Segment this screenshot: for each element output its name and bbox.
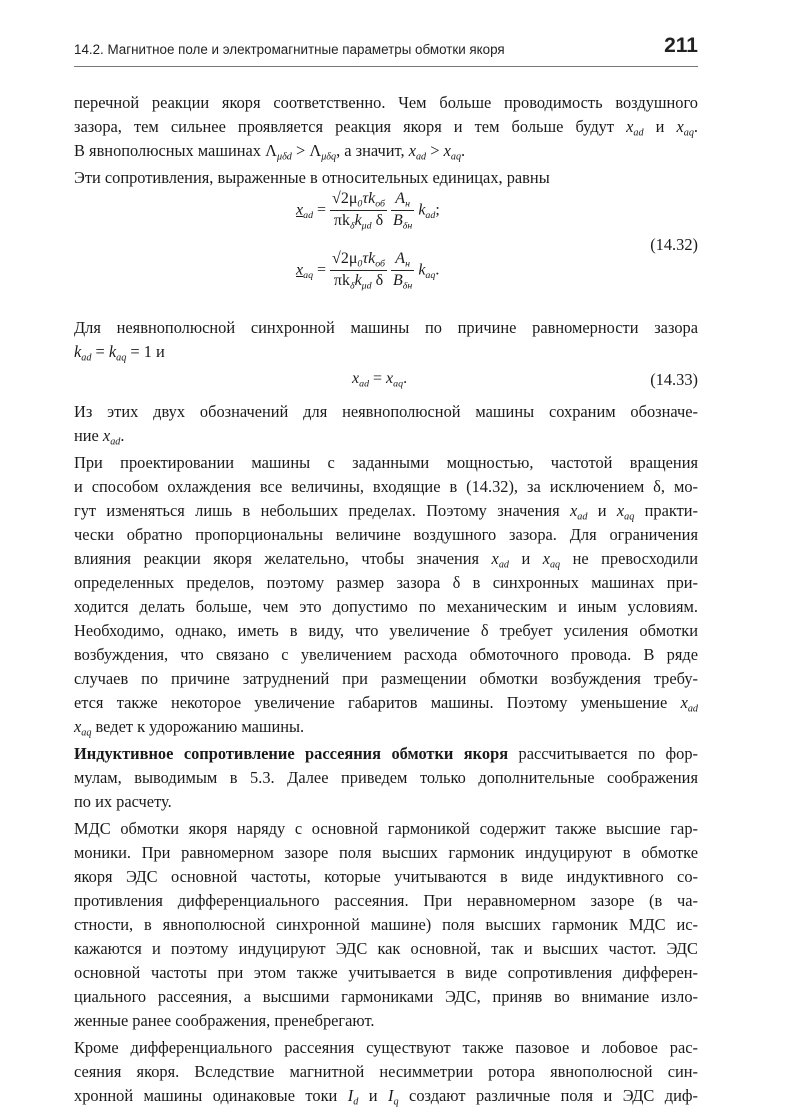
text-line: $x_{aq}$ ведет к удорожанию машины. (74, 717, 305, 739)
text-line: стности, в явнополюсной синхронной машине) поля высших гармоник МДС ис- (74, 915, 698, 934)
equation-xad-eq-xaq: $x_{ad} = x_{aq}$. (352, 370, 408, 390)
text-line: возбуждения, что связано с увеличением расхода обмоточного провода. В ряде (74, 645, 698, 664)
section-title: 14.2. Магнитное поле и электромагнитные параметры обмотки якоря (74, 42, 505, 57)
text-line: хронной машины одинаковые токи $I_d$ и $I_q$ создают различные поля и ЭДС диф- (74, 1086, 698, 1108)
page-number: 211 (664, 34, 698, 57)
text-line: ходится делать больше, чем это допустимо по механическим и иным условиям. (74, 597, 698, 616)
bold-term: Индуктивное сопротивление рассеяния обмотки якоря (74, 744, 509, 763)
fraction: $\frac{A_н}{B_{\delta н}}$ (393, 250, 413, 292)
text-line: Индуктивное сопротивление рассеяния обмотки якоря рассчитывается по фор- (74, 744, 698, 763)
text-line: по их расчету. (74, 792, 172, 811)
text-line: Кроме дифференциального рассеяния существуют также пазовое и лобовое рас- (74, 1038, 698, 1057)
text-line: влияния реакции якоря желательно, чтобы значения $x_{ad}$ и $x_{aq}$ не превосходили (74, 549, 699, 571)
text-line: ется также некоторое увеличение габаритов машины. Поэтому уменьшение $x_{ad}$ (74, 693, 698, 715)
text-line: чески обратно пропорциональны величине воздушного зазора. Для ограничения (74, 525, 698, 544)
text-line: МДС обмотки якоря наряду с основной гармоникой содержит также высшие гар- (74, 819, 698, 838)
text-line: ние $x_{ad}$. (74, 426, 125, 448)
text-line: зазора, тем сильнее проявляется реакция якоря и тем больше будут $x_{ad}$ и $x_{aq}$. (74, 117, 699, 139)
text-line: гут изменяться лишь в небольших пределах. Поэтому значения $x_{ad}$ и $x_{aq}$ практи- (74, 501, 699, 523)
text-line: кажаются и поэтому индуцируют ЭДС как основной, так и высших частот. ЭДС (74, 939, 698, 958)
text-line: якоря ЭДС основной частоты, которые учитываются в виде индуктивного со- (74, 867, 698, 886)
equation-number: (14.33) (650, 370, 698, 389)
equation-xaq: $x_{aq}$ = $\frac{√2\mu_0\tau k_{об}}{\pi k_\delta k_{\mu d} \delta}$ $\frac{A_н}{B_{\delta н}}$ $k_{aq}$. (296, 250, 440, 292)
text-line: При проектировании машины с заданными мощностью, частотой вращения (74, 453, 698, 472)
text-line: Эти сопротивления, выраженные в относительных единицах, равны (74, 168, 550, 187)
header-divider (74, 66, 698, 67)
equation-xad: $x_{ad}$ = $\frac{√2\mu_0\tau k_{об}}{\pi k_\delta k_{\mu d} \delta}$ $\frac{A_н}{B_{\delta н}}$ $k_{ad}$; (296, 190, 440, 232)
fraction: $\frac{A_н}{B_{\delta н}}$ (393, 190, 413, 232)
text-line: Необходимо, однако, иметь в виду, что увеличение δ требует усиления обмотки (74, 621, 698, 640)
text-line: Из этих двух обозначений для неявнополюсной машины сохраним обозначе- (74, 402, 698, 421)
text-line: В явнополюсных машинах $\Lambda_{\mu\delta d} > \Lambda_{\mu\delta q}$, а значит, $x_{ad} > x_{aq}$. (74, 141, 466, 163)
equation-number: (14.32) (650, 235, 698, 254)
fraction: $\frac{√2\mu_0\tau k_{об}}{\pi k_\delta k_{\mu d} \delta}$ (332, 190, 385, 232)
text-line: $k_{ad} = k_{aq} = 1$ и (74, 342, 165, 364)
text-line: циального рассеяния, а высшими гармониками ЭДС, приняв во внимание изло- (74, 987, 698, 1006)
text-line: и способом охлаждения все величины, входящие в (14.32), за исключением δ, мо- (74, 477, 698, 496)
text-line: основной частоты при этом также учитывается в виде сопротивления дифферен- (74, 963, 698, 982)
text-line: противления дифференциального рассеяния. При неравномерном зазоре (в ча- (74, 891, 698, 910)
text-line: определенных пределов, поэтому размер зазора δ в синхронных машинах при- (74, 573, 698, 592)
text-line: женные ранее соображения, пренебрегают. (74, 1011, 375, 1030)
text-line: перечной реакции якоря соответственно. Чем больше проводимость воздушного (74, 93, 698, 112)
running-header (74, 36, 698, 66)
text-line: мулам, выводимым в 5.3. Далее приведем только дополнительные соображения (74, 768, 698, 787)
text-line: моники. При равномерном зазоре поля высших гармоник индуцируют в обмотке (74, 843, 698, 862)
text-line: случаев по причине затруднений при размещении обмотки возбуждения требу- (74, 669, 698, 688)
text-line: сеяния якоря. Вследствие магнитной несимметрии ротора явнополюсной син- (74, 1062, 698, 1081)
fraction: $\frac{√2\mu_0\tau k_{об}}{\pi k_\delta k_{\mu d} \delta}$ (332, 250, 385, 292)
text-line: Для неявнополюсной синхронной машины по причине равномерности зазора (74, 318, 698, 337)
